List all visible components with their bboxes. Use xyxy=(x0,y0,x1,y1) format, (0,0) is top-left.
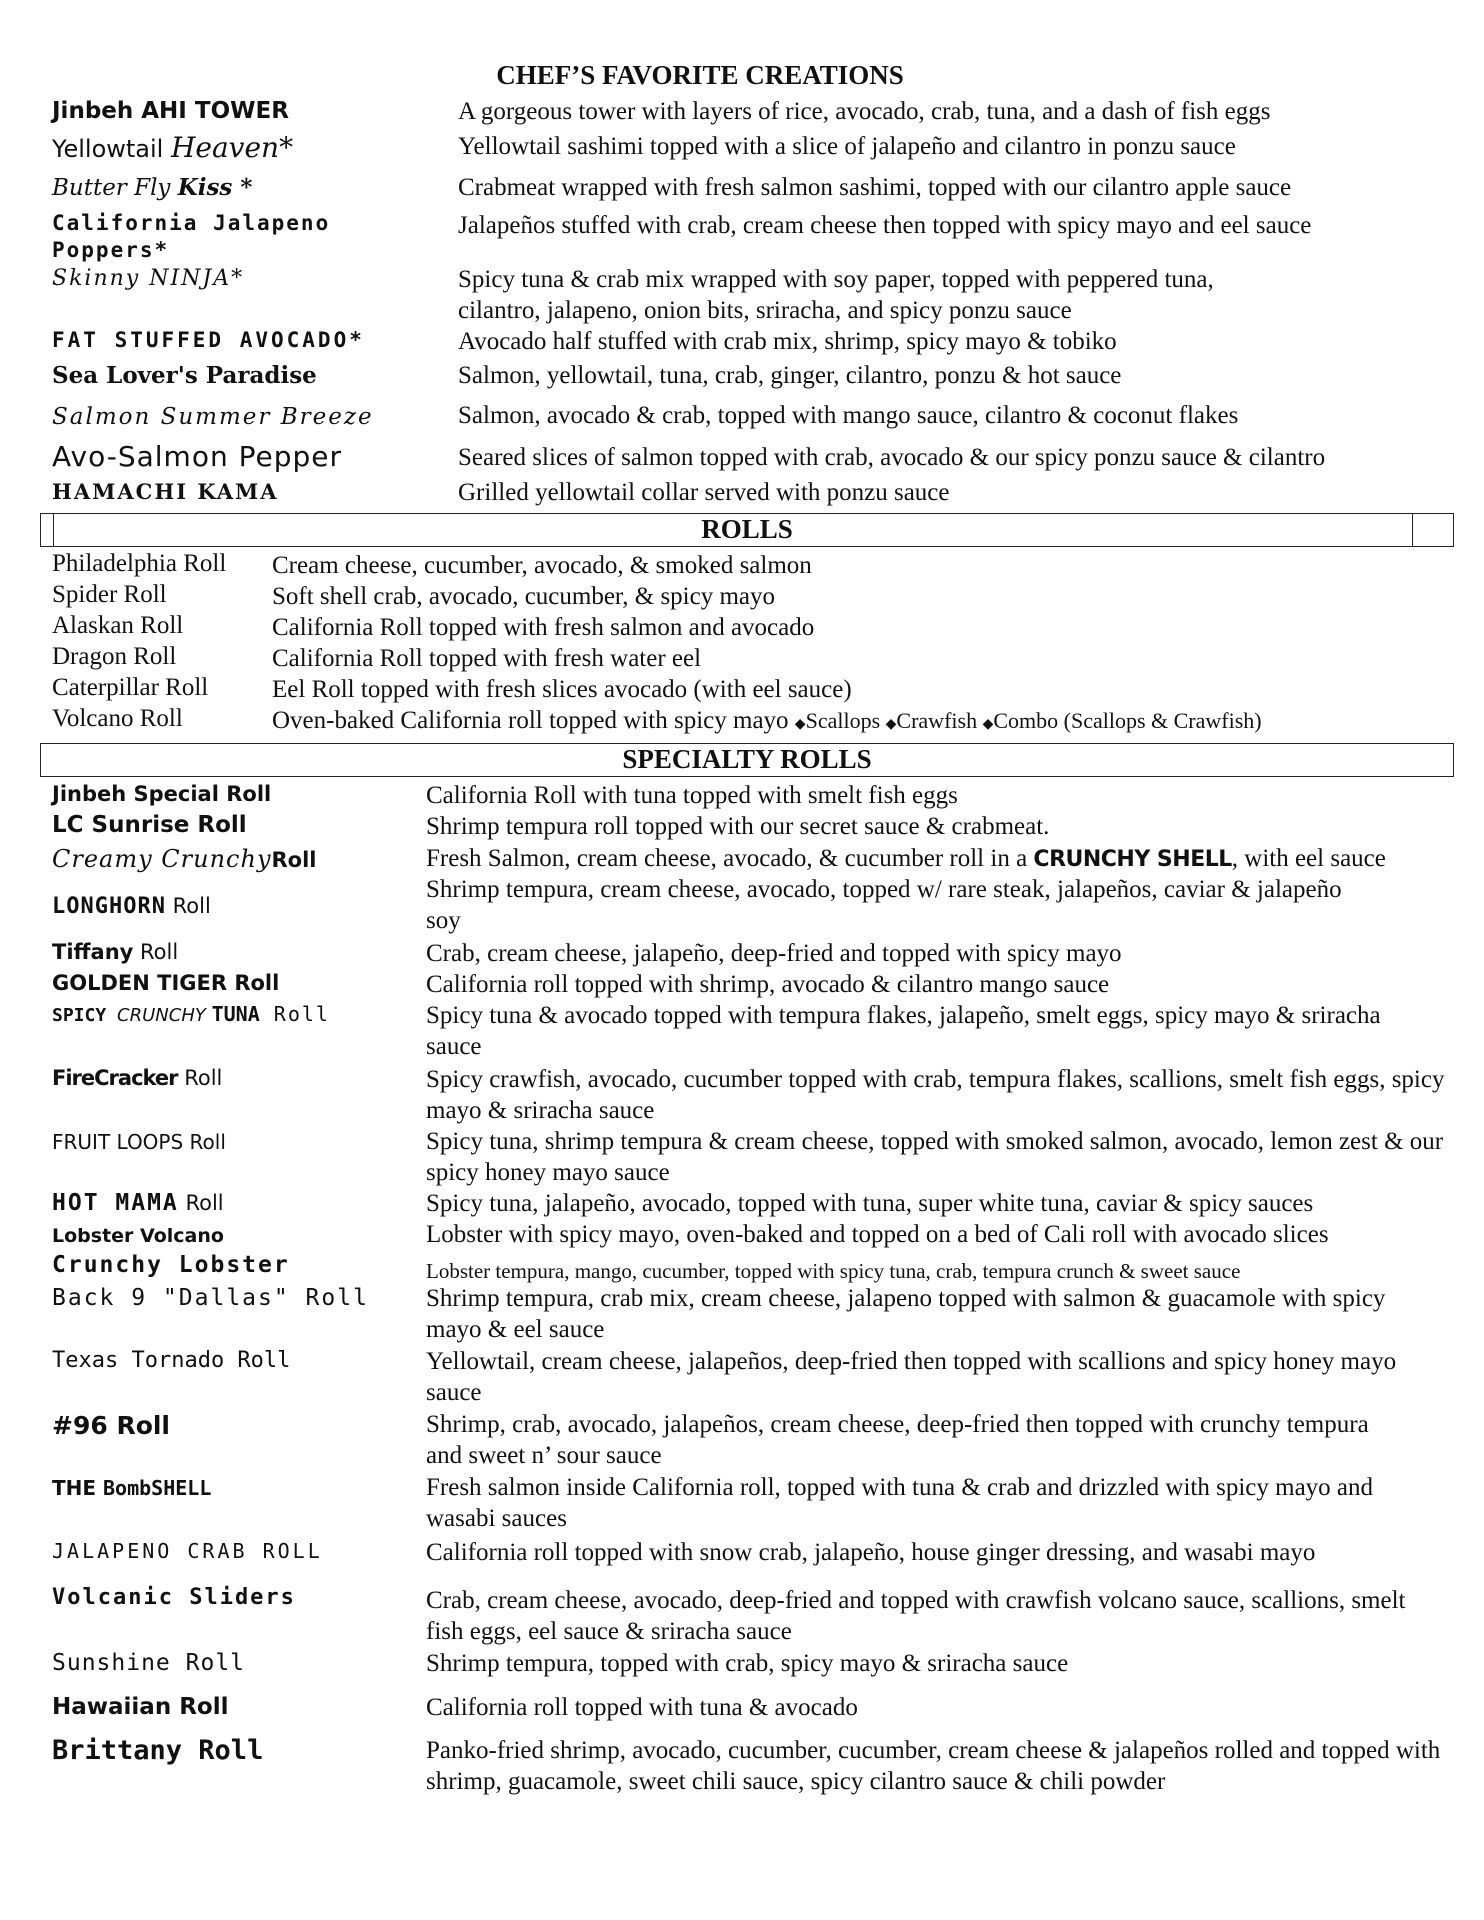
item-description: Spicy crawfish, avocado, cucumber topped with crab, tempura flakes, scallions, smelt fish eggs, spicy mayo & sriracha sauce xyxy=(426,1066,1445,1124)
item-description: Lobster tempura, mango, cucumber, topped with spicy tuna, crab, tempura crunch & sweet sauce xyxy=(426,1259,1241,1283)
diamond-bullet-icon: ◆ xyxy=(885,717,897,732)
item-description: Crab, cream cheese, jalapeño, deep-fried and topped with spicy mayo xyxy=(426,940,1122,967)
item-description: Panko-fried shrimp, avocado, cucumber, cucumber, cream cheese & jalapeños rolled and topped with shrimp, guacamole, sweet chili sauce, spicy cilantro sauce & chili powder xyxy=(426,1737,1441,1795)
item-description: Shrimp tempura roll topped with our secret sauce & crabmeat. xyxy=(426,813,1050,840)
item-description: California roll topped with snow crab, jalapeño, house ginger dressing, and wasabi mayo xyxy=(426,1539,1316,1566)
item-description: Seared slices of salmon topped with crab, avocado & our spicy ponzu sauce & cilantro xyxy=(458,444,1326,471)
item-name: LC Sunrise Roll xyxy=(52,812,247,838)
specialty-banner xyxy=(40,743,1454,777)
item-name: Hawaiian Roll xyxy=(52,1694,229,1720)
item-description: Salmon, yellowtail, tuna, crab, ginger, cilantro, ponzu & hot sauce xyxy=(458,362,1122,389)
item-name: SPICY CRUNCHY TUNA Roll xyxy=(52,1002,330,1026)
volcano-options: ◆Scallops ◆Crawfish ◆Combo (Scallops & Crawfish) xyxy=(794,708,1262,733)
item-name: Creamy CrunchyRoll xyxy=(52,845,317,873)
diamond-bullet-icon: ◆ xyxy=(982,717,994,732)
item-name: Volcanic Sliders xyxy=(52,1585,296,1610)
item-description: Shrimp, crab, avocado, jalapeños, cream cheese, deep-fried then topped with crunchy tempura and sweet n’ sour sauce xyxy=(426,1411,1369,1469)
item-description: Grilled yellowtail collar served with ponzu sauce xyxy=(458,479,950,506)
item-name: Spider Roll xyxy=(52,581,167,608)
item-description: Fresh salmon inside California roll, topped with tuna & crab and drizzled with spicy mayo and wasabi sauces xyxy=(426,1474,1374,1532)
item-description: Spicy tuna & avocado topped with tempura flakes, jalapeño, smelt eggs, spicy mayo & sriracha sauce xyxy=(426,1002,1381,1060)
item-description: Shrimp tempura, crab mix, cream cheese, jalapeno topped with salmon & guacamole with spicy mayo & eel sauce xyxy=(426,1285,1386,1343)
item-name: Sea Lover's Paradise xyxy=(52,362,317,389)
item-name: Caterpillar Roll xyxy=(52,674,209,701)
chef-section-title: CHEF’S FAVORITE CREATIONS xyxy=(496,60,904,90)
item-description: Shrimp tempura, topped with crab, spicy mayo & sriracha sauce xyxy=(426,1650,1069,1677)
item-name: Volcano Roll xyxy=(52,705,183,732)
item-name: HOT MAMA Roll xyxy=(52,1190,224,1216)
item-description: Eel Roll topped with fresh slices avocado (with eel sauce) xyxy=(272,676,852,703)
item-description: Jalapeños stuffed with crab, cream cheese then topped with spicy mayo and eel sauce xyxy=(458,212,1312,239)
item-name: Yellowtail Heaven* xyxy=(52,131,294,164)
item-description: Crab, cream cheese, avocado, deep-fried and topped with crawfish volcano sauce, scallions, smelt fish eggs, eel sauce & sriracha sauce xyxy=(426,1587,1406,1645)
item-name: Jinbeh AHI TOWER xyxy=(52,98,289,124)
item-name: FRUIT LOOPS Roll xyxy=(52,1130,226,1154)
item-name: Back 9 "Dallas" Roll xyxy=(52,1285,369,1311)
item-description: Avocado half stuffed with crab mix, shrimp, spicy mayo & tobiko xyxy=(458,328,1117,355)
item-name: Texas Tornado Roll xyxy=(52,1348,291,1373)
item-description: Oven-baked California roll topped with spicy mayo ◆Scallops ◆Crawfish ◆Combo (Scallops & Crawfish) xyxy=(272,707,1262,734)
item-name: Tiffany Roll xyxy=(52,940,179,964)
item-name: THE BombSHELL xyxy=(52,1476,212,1500)
item-description: A gorgeous tower with layers of rice, avocado, crab, tuna, and a dash of fish eggs xyxy=(458,98,1271,125)
item-description: Yellowtail, cream cheese, jalapeños, deep-fried then topped with scallions and spicy honey mayo sauce xyxy=(426,1348,1397,1406)
item-name: LONGHORN Roll xyxy=(52,894,211,919)
item-name: Crunchy Lobster xyxy=(52,1252,290,1278)
rolls-banner xyxy=(40,513,1454,547)
item-description: Spicy tuna, jalapeño, avocado, topped with tuna, super white tuna, caviar & spicy sauces xyxy=(426,1190,1314,1217)
item-description: California Roll with tuna topped with smelt fish eggs xyxy=(426,782,958,809)
item-name: FireCracker Roll xyxy=(52,1066,223,1090)
item-description: Soft shell crab, avocado, cucumber, & spicy mayo xyxy=(272,583,776,610)
item-description: California roll topped with shrimp, avocado & cilantro mango sauce xyxy=(426,971,1110,998)
item-description: California Roll topped with fresh salmon and avocado xyxy=(272,614,815,641)
item-description: Salmon, avocado & crab, topped with mango sauce, cilantro & coconut flakes xyxy=(458,402,1239,429)
item-description: Fresh Salmon, cream cheese, avocado, & cucumber roll in a CRUNCHY SHELL, with eel sauce xyxy=(426,845,1386,872)
item-name: GOLDEN TIGER Roll xyxy=(52,971,280,995)
diamond-bullet-icon: ◆ xyxy=(794,717,806,732)
item-description: California roll topped with tuna & avocado xyxy=(426,1694,858,1721)
specialty-section-title: SPECIALTY ROLLS xyxy=(622,744,872,774)
item-name: Salmon Summer Breeze xyxy=(52,404,374,430)
item-name: Lobster Volcano xyxy=(52,1225,224,1247)
item-description: California Roll topped with fresh water eel xyxy=(272,645,702,672)
item-description: Yellowtail sashimi topped with a slice of jalapeño and cilantro in ponzu sauce xyxy=(458,133,1236,160)
item-name: Philadelphia Roll xyxy=(52,550,227,577)
item-name: Butter Fly Kiss * xyxy=(52,174,253,201)
item-name: Dragon Roll xyxy=(52,643,177,670)
item-description: Shrimp tempura, cream cheese, avocado, topped w/ rare steak, jalapeños, caviar & jalapeño soy xyxy=(426,876,1342,934)
item-description: Spicy tuna, shrimp tempura & cream cheese, topped with smoked salmon, avocado, lemon zest & our spicy honey mayo sauce xyxy=(426,1128,1444,1186)
item-name: #96 Roll xyxy=(52,1411,171,1440)
item-name: Jinbeh Special Roll xyxy=(52,782,272,806)
item-name: Alaskan Roll xyxy=(52,612,184,639)
item-description: Crabmeat wrapped with fresh salmon sashimi, topped with our cilantro apple sauce xyxy=(458,174,1292,201)
item-name: Brittany Roll xyxy=(52,1735,264,1766)
item-description: Cream cheese, cucumber, avocado, & smoked salmon xyxy=(272,552,812,579)
item-name: Avo-Salmon Pepper xyxy=(52,440,342,473)
item-description: Lobster with spicy mayo, oven-baked and topped on a bed of Cali roll with avocado slices xyxy=(426,1221,1329,1248)
item-name: FAT STUFFED AVOCADO* xyxy=(52,328,365,352)
item-description: Spicy tuna & crab mix wrapped with soy paper, topped with peppered tuna, cilantro, jalapeno, onion bits, sriracha, and spicy ponzu sauce xyxy=(458,266,1214,324)
item-name: JALAPENO CRAB ROLL xyxy=(52,1539,323,1563)
item-name: HAMACHI KAMA xyxy=(52,479,279,504)
item-name: Sunshine Roll xyxy=(52,1650,246,1676)
item-name: Skinny NINJA* xyxy=(52,266,245,291)
item-name: California Jalapeno Poppers* xyxy=(52,211,331,262)
rolls-section-title: ROLLS xyxy=(701,514,793,544)
